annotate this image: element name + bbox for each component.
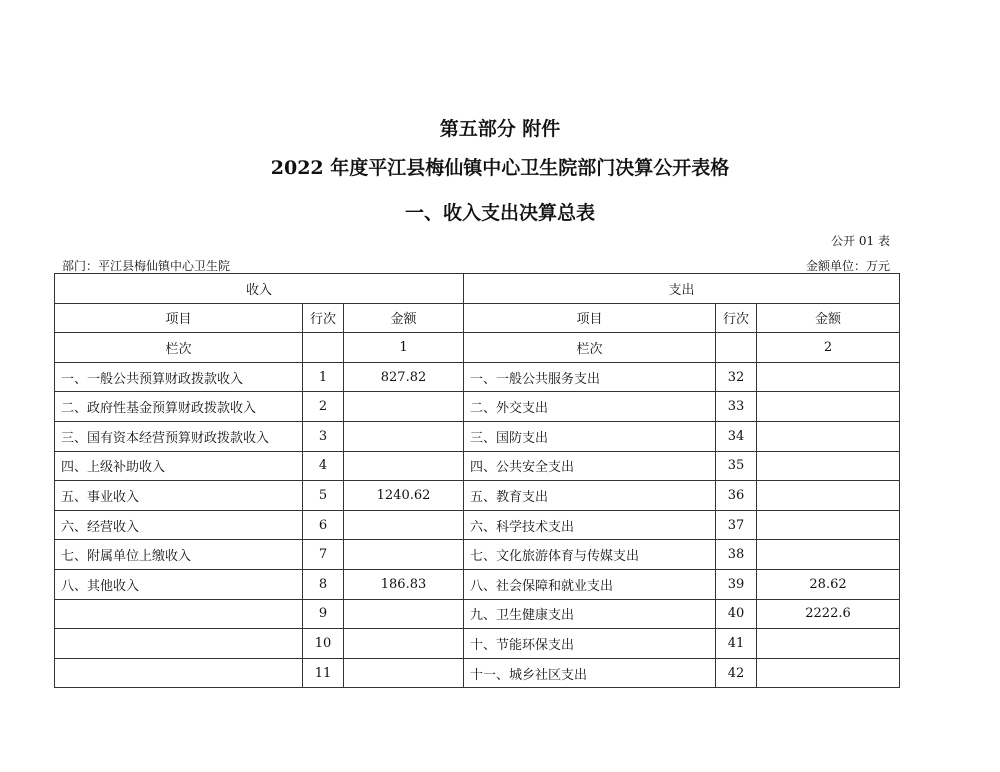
income-amount: 827.82 (344, 362, 464, 392)
income-expense-table (54, 273, 900, 688)
expense-amount (757, 658, 900, 688)
table-title: 一、收入支出决算总表 (404, 202, 595, 224)
expense-item: 一、一般公共服务支出 (464, 362, 716, 392)
empty-cell (716, 333, 757, 363)
income-row-no: 2 (303, 392, 344, 422)
income-row-no: 10 (303, 629, 344, 659)
expense-row-no: 39 (716, 569, 757, 599)
col-item-header: 项目 (55, 303, 303, 333)
income-row-no: 11 (303, 658, 344, 688)
col-row-header-2: 行次 (716, 303, 757, 333)
income-row-no: 5 (303, 481, 344, 511)
income-header: 收入 (55, 274, 464, 304)
income-row-no: 6 (303, 510, 344, 540)
income-item (55, 629, 303, 659)
empty-cell (303, 333, 344, 363)
income-row-no: 7 (303, 540, 344, 570)
income-item: 七、附属单位上缴收入 (55, 540, 303, 570)
table-body (55, 274, 900, 688)
expense-item: 十、节能环保支出 (464, 629, 716, 659)
expense-amount (757, 392, 900, 422)
expense-amount (757, 510, 900, 540)
part-heading: 第五部分 附件 (439, 118, 561, 140)
table-row (55, 362, 900, 392)
column-no-left: 1 (344, 333, 464, 363)
income-row-no: 8 (303, 569, 344, 599)
income-amount (344, 599, 464, 629)
income-item: 一、一般公共预算财政拨款收入 (55, 362, 303, 392)
income-item: 二、政府性基金预算财政拨款收入 (55, 392, 303, 422)
income-item: 五、事业收入 (55, 481, 303, 511)
column-label-right: 栏次 (464, 333, 716, 363)
expense-row-no: 35 (716, 451, 757, 481)
table-row (55, 658, 900, 688)
income-row-no: 4 (303, 451, 344, 481)
income-item: 三、国有资本经营预算财政拨款收入 (55, 421, 303, 451)
col-item-header-2: 项目 (464, 303, 716, 333)
income-item (55, 599, 303, 629)
expense-row-no: 32 (716, 362, 757, 392)
table-row (55, 451, 900, 481)
expense-item: 四、公共安全支出 (464, 451, 716, 481)
expense-item: 六、科学技术支出 (464, 510, 716, 540)
expense-amount (757, 362, 900, 392)
income-row-no: 9 (303, 599, 344, 629)
expense-row-no: 34 (716, 421, 757, 451)
expense-amount (757, 629, 900, 659)
income-amount (344, 658, 464, 688)
col-amount-header-2: 金额 (757, 303, 900, 333)
col-row-header: 行次 (303, 303, 344, 333)
expense-row-no: 41 (716, 629, 757, 659)
table-row (55, 629, 900, 659)
table-row (55, 421, 900, 451)
expense-row-no: 42 (716, 658, 757, 688)
expense-amount (757, 421, 900, 451)
table-row (55, 510, 900, 540)
income-item: 八、其他收入 (55, 569, 303, 599)
expense-row-no: 37 (716, 510, 757, 540)
expense-row-no: 38 (716, 540, 757, 570)
income-item: 六、经营收入 (55, 510, 303, 540)
expense-item: 三、国防支出 (464, 421, 716, 451)
expense-amount (757, 481, 900, 511)
income-amount (344, 510, 464, 540)
table-row (55, 540, 900, 570)
income-amount (344, 540, 464, 570)
table-row (55, 392, 900, 422)
expense-amount (757, 451, 900, 481)
income-amount (344, 629, 464, 659)
table-row (55, 481, 900, 511)
expense-item: 七、文化旅游体育与传媒支出 (464, 540, 716, 570)
income-item: 四、上级补助收入 (55, 451, 303, 481)
expense-amount (757, 540, 900, 570)
column-no-right: 2 (757, 333, 900, 363)
table-row (55, 599, 900, 629)
section-header-row (55, 274, 900, 304)
expense-amount: 28.62 (757, 569, 900, 599)
form-code: 公开 01 表 (831, 234, 890, 248)
expense-item: 八、社会保障和就业支出 (464, 569, 716, 599)
income-amount: 186.83 (344, 569, 464, 599)
unit-label: 金额单位：万元 (805, 259, 890, 273)
document-title: 2022 年度平江县梅仙镇中心卫生院部门决算公开表格 (270, 157, 730, 179)
expense-header: 支出 (464, 274, 900, 304)
income-row-no: 1 (303, 362, 344, 392)
income-amount (344, 392, 464, 422)
expense-item: 二、外交支出 (464, 392, 716, 422)
table-row (55, 569, 900, 599)
expense-item: 十一、城乡社区支出 (464, 658, 716, 688)
expense-row-no: 40 (716, 599, 757, 629)
income-row-no: 3 (303, 421, 344, 451)
col-amount-header: 金额 (344, 303, 464, 333)
income-amount (344, 421, 464, 451)
income-amount: 1240.62 (344, 481, 464, 511)
expense-item: 九、卫生健康支出 (464, 599, 716, 629)
expense-item: 五、教育支出 (464, 481, 716, 511)
column-label-left: 栏次 (55, 333, 303, 363)
expense-row-no: 36 (716, 481, 757, 511)
expense-amount: 2222.6 (757, 599, 900, 629)
column-header-row (55, 303, 900, 333)
column-number-row (55, 333, 900, 363)
income-item (55, 658, 303, 688)
income-amount (344, 451, 464, 481)
expense-row-no: 33 (716, 392, 757, 422)
department-label: 部门：平江县梅仙镇中心卫生院 (62, 259, 231, 273)
